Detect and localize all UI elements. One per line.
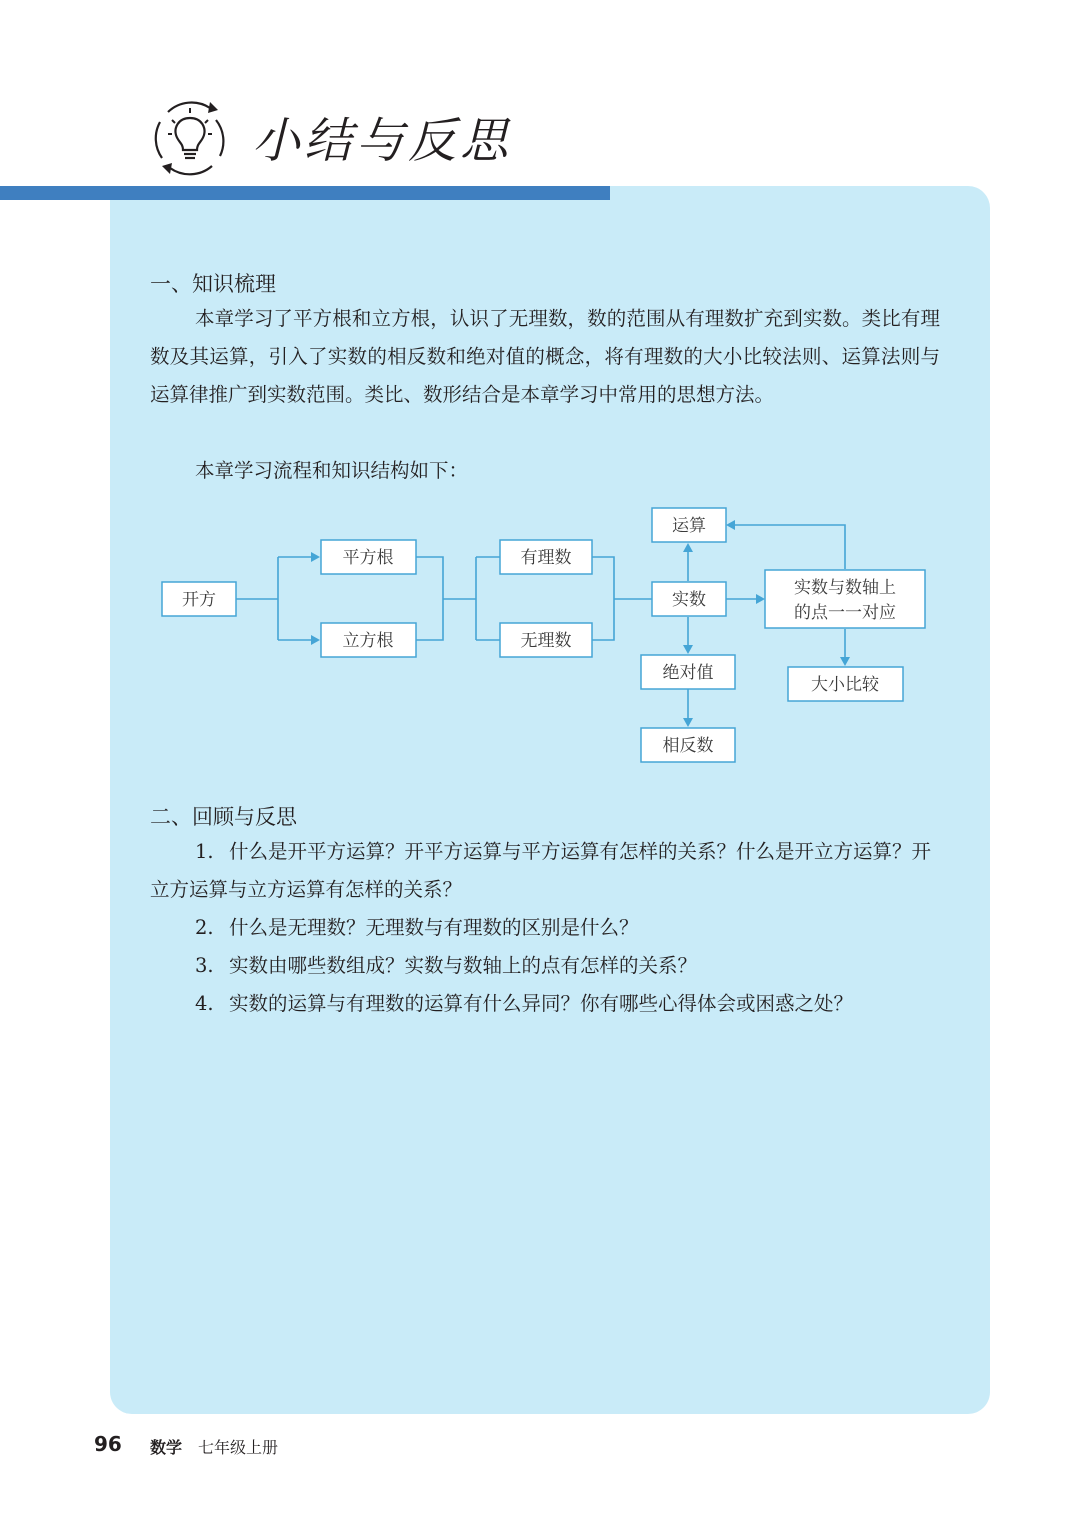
node-label: 无理数: [520, 631, 572, 651]
node-daxiao: [788, 667, 903, 701]
question-number: 3.: [195, 954, 214, 977]
arrowhead: [683, 543, 693, 552]
question-2: [150, 909, 940, 947]
node-label: 平方根: [342, 548, 394, 568]
question-number: 2.: [195, 916, 214, 939]
arrowhead: [683, 645, 693, 654]
page-number: 96: [94, 1432, 122, 1456]
node-youlishu: [500, 540, 592, 574]
footer-subject: 数学: [150, 1438, 183, 1457]
node-label: 开方: [182, 590, 216, 610]
question-4: [150, 985, 940, 1023]
arrowhead: [840, 657, 850, 666]
diagram-intro: 本章学习流程和知识结构如下：: [195, 459, 469, 482]
question-text: 什么是无理数？无理数与有理数的区别是什么？: [229, 916, 639, 939]
arrowhead: [311, 552, 320, 562]
question-number: 1.: [195, 840, 214, 863]
question-1: [150, 833, 940, 909]
question-text: 实数的运算与有理数的运算有什么异同？你有哪些心得体会或困惑之处？: [229, 992, 854, 1015]
arrowhead: [683, 718, 693, 727]
node-lifanggen: [321, 623, 416, 657]
footer-book: 七年级上册: [198, 1438, 279, 1457]
node-pingfanggen: [321, 540, 416, 574]
node-label: 相反数: [662, 736, 714, 756]
arrowhead: [726, 520, 735, 530]
section-heading-knowledge: 一、知识梳理: [150, 272, 276, 296]
question-text: 实数由哪些数组成？实数与数轴上的点有怎样的关系？: [229, 954, 698, 977]
summary-paragraph: 本章学习了平方根和立方根，认识了无理数，数的范围从有理数扩充到实数。类比有理数及其运算，引入了实数的相反数和绝对值的概念，将有理数的大小比较法则、运算法则与运算律推广到实数范围。类比、数形结合是本章学习中常用的思想方法。: [150, 307, 940, 406]
node-wulishu: [500, 623, 592, 657]
question-text: 什么是开平方运算？开平方运算与平方运算有怎样的关系？什么是开立方运算？开立方运算与立方运算有怎样的关系？: [150, 840, 932, 901]
node-label-line1: 实数与数轴上: [794, 578, 896, 598]
page-title: 小结与反思: [252, 113, 513, 169]
node-label: 运算: [672, 516, 706, 536]
node-label: 实数: [672, 590, 706, 610]
node-label: 大小比较: [811, 675, 879, 695]
node-correspondence: [765, 570, 925, 628]
connector-kaifang: [236, 557, 278, 640]
node-label: 立方根: [342, 631, 394, 651]
node-label: 绝对值: [662, 663, 714, 683]
node-yunsuan: [652, 508, 726, 542]
node-label: 有理数: [520, 548, 572, 568]
arrowhead: [756, 594, 765, 604]
arrowhead: [311, 635, 320, 645]
connector-to-youli-wuli: [476, 557, 500, 640]
node-juedui: [641, 655, 735, 689]
connector-correspond-yunsuan: [734, 525, 845, 569]
question-3: [150, 947, 940, 985]
node-label-line2: 的点一一对应: [794, 603, 896, 623]
node-xiangfan: [641, 728, 735, 762]
connector-shu-merge: [592, 557, 652, 640]
section-heading-review: 二、回顾与反思: [150, 805, 297, 829]
node-kaifang: [162, 582, 236, 616]
connector-gen-merge: [416, 557, 476, 640]
node-shishu: [652, 582, 726, 616]
question-number: 4.: [195, 992, 214, 1015]
